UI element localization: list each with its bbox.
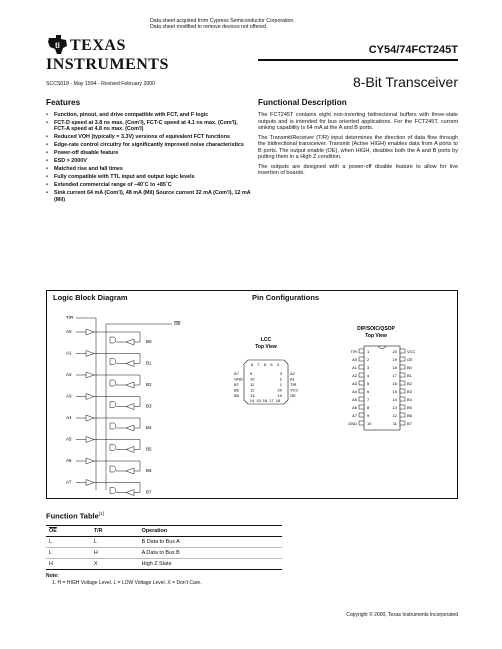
ti-logo-icon (46, 34, 70, 56)
table-cell: L (91, 537, 139, 548)
dip-pin (400, 365, 405, 369)
table-row (46, 537, 282, 548)
b-pin-label: B1 (146, 360, 152, 366)
oe-label: OE (174, 321, 181, 326)
lcc-pin-label: B6 (234, 387, 239, 393)
dip-pin-label: B6 (407, 413, 412, 418)
dip-pin (359, 373, 364, 377)
lcc-pin-number: 10 (250, 376, 255, 382)
buffer-icon (86, 394, 94, 400)
dip-pin (359, 357, 364, 361)
dip-pin-label: A4 (352, 389, 357, 394)
column-header-oe: $\overline{OE}$ (46, 526, 91, 537)
table-cell: L (46, 537, 91, 548)
dip-pin (359, 413, 364, 417)
page-title: 8-Bit Transceiver (352, 74, 458, 90)
dip-pin-number: 17 (392, 373, 397, 378)
lcc-pin-label: A2 (290, 371, 295, 376)
gate-icon (110, 466, 116, 472)
buffer-icon (126, 490, 134, 496)
function-table (46, 525, 282, 570)
dip-pin-label: B7 (407, 421, 412, 426)
gate-icon (110, 380, 116, 386)
table-header-row (46, 526, 282, 537)
feature-item: • Edge-rate control circuitry for significantly improved noise characteristics (46, 142, 251, 148)
b-pin-label: B2 (146, 382, 152, 387)
lcc-pin-label: VCC (290, 387, 299, 393)
dip-pin-number: 13 (392, 405, 397, 410)
copyright: Copyright © 2000, Texas Instruments Incorporated (346, 612, 458, 618)
lcc-pin-number: 16 (262, 398, 268, 403)
function-table-note-ref: [1] (98, 511, 104, 516)
lcc-pin-number: 2 (279, 376, 282, 382)
dip-pin (359, 397, 364, 401)
lcc-pin-number: 18 (275, 398, 281, 403)
column-header-operation: Operation (139, 526, 282, 537)
dip-pin-label: A2 (352, 373, 357, 378)
dip-pin-number: 16 (392, 381, 397, 386)
dip-pin-number: 9 (367, 413, 370, 418)
tr-label: T/R (66, 315, 74, 320)
a-pin-label: A2 (66, 372, 72, 377)
lcc-pin-label: B5 (234, 393, 239, 398)
buffer-icon (126, 339, 134, 345)
buffer-icon (126, 404, 134, 410)
dip-pin (359, 405, 364, 409)
table-cell: High Z State (139, 559, 282, 570)
b-pin-label: B7 (146, 489, 152, 495)
lcc-pin-label: A1 (290, 376, 295, 382)
dip-pin (359, 381, 364, 385)
table-cell: A Data to Bus B (139, 548, 282, 559)
dip-pin-diagram (326, 322, 446, 437)
lcc-pin-diagram (226, 330, 316, 420)
document-id: SCCS018 - May 1994 - Revised February 2000 (46, 81, 155, 87)
dip-pin-label: A7 (352, 413, 357, 418)
buffer-icon (86, 480, 94, 486)
feature-item: • FCT-D speed at 3.8 ns max. (Com'l), FCT-C speed at 4.1 ns max. (Com'l), FCT-A speed at 4.8 ns max. (Com'l) (46, 120, 251, 133)
lcc-pin-number: 3 (279, 371, 282, 376)
source-note-line2: Data sheet modified to remove devices not offered. (150, 24, 268, 31)
lcc-pin-number: 5 (270, 362, 273, 367)
column-header-tr: T/R (91, 526, 139, 537)
features-list (46, 112, 251, 205)
lcc-pin-number: 7 (257, 362, 260, 367)
dip-pin (359, 365, 364, 369)
buffer-icon (86, 329, 94, 335)
dip-subtitle: Top View (365, 333, 387, 339)
feature-item: • Extended commercial range of –40˚C to +85˚C (46, 182, 251, 188)
a-pin-label: A5 (66, 436, 72, 442)
dip-pin-number: 6 (367, 389, 370, 394)
source-note (150, 18, 295, 31)
lcc-pin-number: 12 (250, 387, 255, 393)
logo-text-texas: TEXAS (70, 37, 126, 54)
lcc-pin-number: 6 (263, 362, 267, 367)
dip-pin-number: 20 (392, 349, 397, 354)
title-rule (258, 59, 458, 61)
table-cell: L (46, 548, 91, 559)
dip-pin (359, 389, 364, 393)
lcc-pin-number: 17 (269, 398, 274, 403)
table-note-heading: Note: (46, 573, 59, 579)
a-pin-label: A7 (66, 479, 72, 485)
dip-pin-label: GND (348, 421, 357, 426)
dip-pin (359, 421, 364, 425)
dip-pin (400, 405, 405, 409)
dip-pin-number: 7 (367, 397, 370, 402)
buffer-icon (86, 415, 94, 421)
dip-pin-label: B5 (407, 405, 412, 410)
description-paragraph: The outputs are designed with a power-off disable feature to allow for live insertion of boards. (258, 163, 458, 176)
features-heading: Features (46, 98, 81, 107)
table-cell: X (91, 559, 139, 570)
buffer-icon (126, 447, 134, 453)
buffer-icon (86, 351, 94, 357)
dip-pin-label: OE (407, 357, 413, 362)
dip-pin (400, 381, 405, 385)
svg-text:ti: ti (55, 41, 60, 50)
lcc-pin-label: OE (290, 393, 296, 398)
buffer-icon (126, 425, 134, 431)
a-pin-label: A6 (66, 458, 72, 463)
part-number: CY54/74FCT245T (368, 44, 458, 56)
table-cell: B Data to Bus A (139, 537, 282, 548)
lcc-subtitle: Top View (255, 344, 277, 350)
dip-pin-label: B3 (407, 389, 412, 394)
lcc-pin-number: 1 (279, 382, 282, 387)
dip-pin-number: 18 (392, 365, 397, 370)
dip-pin-number: 3 (367, 365, 370, 370)
a-pin-label: A1 (66, 350, 72, 356)
description-paragraph: The FCT245T contains eight non-inverting bidirectional buffers with three-state outputs and is intended for bus oriented applications. For the FCT245T, current sinking capability is 64 mA at the A and B ports. (258, 112, 458, 131)
a-pin-label: A3 (66, 393, 72, 399)
dip-pin-number: 1 (367, 349, 370, 354)
dip-pin-number: 5 (367, 381, 370, 386)
buffer-icon (126, 382, 134, 388)
feature-item: • Function, pinout, and drive compatible with FCT, and F logic (46, 112, 251, 118)
lcc-pin-number: 19 (277, 393, 282, 398)
dip-pin (400, 389, 405, 393)
gate-icon (110, 359, 116, 365)
dip-pin-label: A1 (352, 365, 357, 370)
buffer-icon (86, 372, 94, 378)
dip-pin (400, 413, 405, 417)
feature-item: • Reduced VOH (typically = 3.3V) versions of equivalent FCT functions (46, 134, 251, 140)
lcc-pin-number: 11 (250, 382, 255, 387)
function-table-title: Function Table (46, 511, 99, 521)
dip-pin-label: VCC (407, 349, 416, 354)
dip-pin-number: 2 (367, 357, 370, 362)
gate-icon (110, 337, 116, 343)
dip-pin (400, 373, 405, 377)
dip-pin-number: 15 (392, 389, 397, 394)
table-note-text: 1. H = HIGH Voltage Level. L = LOW Voltage Level. X = Don't Care. (52, 580, 202, 586)
lcc-pin-label: A7 (234, 371, 239, 376)
lcc-pin-number: 14 (249, 398, 255, 403)
lcc-pin-number: 8 (250, 362, 254, 367)
dip-pin-number: 19 (392, 357, 397, 362)
buffer-icon (86, 437, 94, 443)
dip-pin (400, 349, 405, 353)
dip-pin-number: 12 (392, 413, 397, 418)
gate-icon (110, 423, 116, 429)
dip-pin (359, 349, 364, 353)
feature-item: • Fully compatible with TTL input and output logic levels (46, 174, 251, 180)
dip-pin-label: T/R (350, 349, 357, 354)
dip-pin-label: B0 (407, 365, 412, 370)
logic-block-diagram (46, 290, 196, 497)
lcc-pin-number: 13 (250, 393, 255, 398)
pin-configurations-heading: Pin Configurations (252, 293, 320, 302)
lcc-pin-label: T/R (290, 382, 297, 387)
lcc-pin-label: GND (234, 376, 243, 382)
buffer-icon (126, 361, 134, 367)
dip-pin (400, 421, 405, 425)
dip-pin-label: B1 (407, 373, 412, 378)
dip-pin-label: A6 (352, 405, 357, 410)
gate-icon (110, 402, 116, 408)
functional-description (258, 112, 458, 180)
dip-pin-label: B4 (407, 397, 412, 402)
dip-pin-number: 4 (367, 373, 370, 378)
source-note-line1: Data sheet acquired from Cypress Semiconductor Corporation. (150, 18, 295, 24)
b-pin-label: B6 (146, 468, 152, 473)
gate-icon (110, 488, 116, 494)
functional-description-heading: Functional Description (258, 98, 347, 107)
feature-item: • Matched rise and fall times (46, 166, 251, 172)
lcc-pin-number: 20 (277, 387, 282, 393)
b-pin-label: B5 (146, 446, 152, 452)
gate-icon (110, 445, 116, 451)
table-row (46, 559, 282, 570)
feature-item: • ESD > 2000V (46, 158, 251, 164)
function-table-heading (46, 511, 104, 521)
dip-pin-number: 8 (367, 405, 370, 410)
lcc-title: LCC (260, 337, 272, 343)
table-cell: H (91, 548, 139, 559)
feature-item: • Sink current 64 mA (Com'l), 48 mA (Mil) Source current 32 mA (Com'l), 12 mA (Mil) (46, 190, 251, 203)
b-pin-label: B4 (146, 425, 152, 430)
logic-block-diagram-heading: Logic Block Diagram (53, 293, 128, 302)
dip-pin-number: 14 (392, 397, 397, 402)
table-row (46, 548, 282, 559)
lcc-pin-number: 4 (276, 362, 280, 367)
lcc-pin-label: B7 (234, 382, 239, 387)
a-pin-label: A0 (66, 329, 72, 334)
buffer-icon (126, 468, 134, 474)
description-paragraph: The Transmit/Receiver (T/R) input determines the direction of data flow through the bidirectional transceiver. Transmit (Active HIGH) enables data from A ports to B ports. The output enable (OE), when HIGH, disables both the A and B ports by putting them in a High Z condition. (258, 134, 458, 160)
b-pin-label: B0 (146, 339, 152, 344)
lcc-pin-number: 9 (250, 371, 253, 376)
dip-pin-label: A5 (352, 397, 357, 402)
a-pin-label: A4 (66, 415, 72, 420)
feature-item: • Power-off disable feature (46, 150, 251, 156)
dip-pin-label: A3 (352, 381, 357, 386)
lcc-pin-number: 15 (256, 398, 261, 403)
dip-pin (400, 397, 405, 401)
buffer-icon (86, 458, 94, 464)
table-cell: H (46, 559, 91, 570)
b-pin-label: B3 (146, 403, 152, 409)
dip-pin-label: B2 (407, 381, 412, 386)
dip-title: DIP/SOIC/QSOP (357, 326, 395, 332)
dip-pin-label: A0 (352, 357, 357, 362)
dip-pin-number: 10 (367, 421, 372, 426)
dip-pin-number: 11 (392, 421, 397, 426)
logo-text-instruments: INSTRUMENTS (46, 56, 169, 73)
dip-pin (400, 357, 405, 361)
